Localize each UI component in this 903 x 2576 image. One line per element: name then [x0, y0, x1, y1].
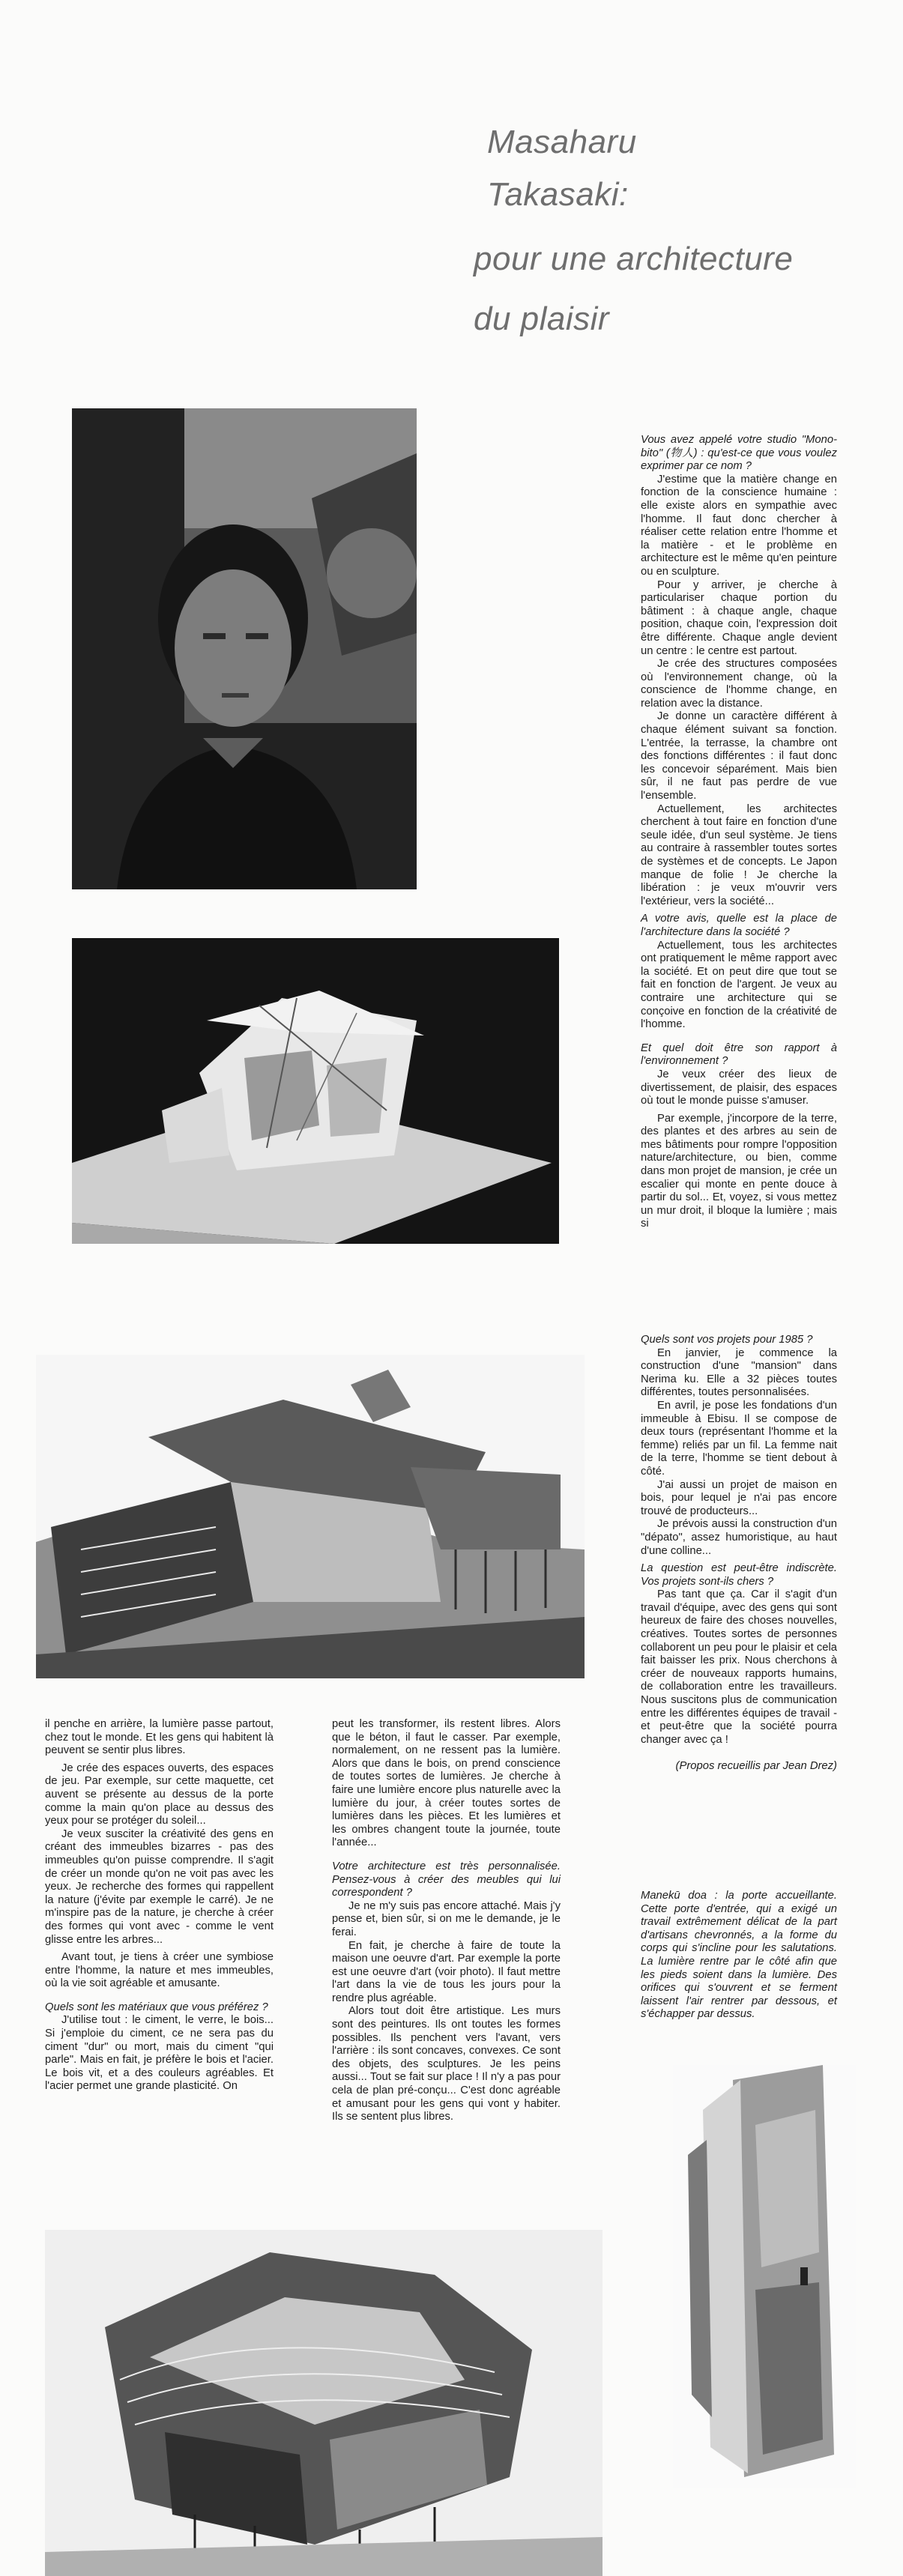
title-line-3: pour une architecture — [474, 241, 794, 277]
question-environment: Et quel doit être son rapport à l'environnement ? — [641, 1041, 837, 1068]
title-line-4: du plaisir — [474, 300, 610, 337]
paragraph: Pour y arriver, je cherche à particulariser chaque portion du bâtiment : à chaque angle, chaque position, chaque coin, l'expression doit être différente. Chaque angle devient un centre : le centre est partout. — [641, 578, 837, 657]
paragraph: Je ne m'y suis pas encore attaché. Mais j'y pense et, bien sûr, si on me le demande, je le ferai. — [332, 1899, 561, 1938]
paragraph: Je veux susciter la créativité des gens en créant des immeubles bizarres - pas des immeubles qu'on puisse comprendre. Il s'agit de créer un monde qu'on ne voit pas avec les yeux. Je recherche des formes qui rappellent la nature (j'évite par exemple le carré). Je ne m'inspire pas de la nature, je cherche à créer des formes qui vont avec - comme le vent glisse entre les arbres... — [45, 1827, 274, 1946]
interview-credit: (Propos recueillis par Jean Drez) — [675, 1760, 837, 1773]
paragraph: Je crée des espaces ouverts, des espaces de jeu. Par exemple, sur cette maquette, cet auvent se présente au dessus de la porte comme la main qu'on place au dessus des yeux pour se protéger du soleil... — [45, 1762, 274, 1827]
portrait-photo — [72, 408, 417, 889]
door-photo-caption: Manekū doa : la porte accueillante. Cette porte d'entrée, qui a exigé un travail extrêmement délicat de la part d'artisans chevronnés, a la forme du corps qui s'incline pour les salutations. La lumière rentre par le côté afin que les pieds soient dans la lumière. Des orifices qui s'ouvrent et se ferment laissent l'air rentrer par dessous, et s'échapper par dessus. — [641, 1890, 837, 2021]
paragraph: En janvier, je commence la construction d'une "mansion" dans Nerima ku. Elle a 32 pièces toutes différentes, toutes personnalisées. — [641, 1346, 837, 1399]
title-line-1: Masaharu — [487, 124, 637, 160]
paragraph: Avant tout, je tiens à créer une symbiose entre l'homme, la nature et mes immeubles, où la vie soit agréable et amusante. — [45, 1951, 274, 1990]
architecture-model-photo-3 — [45, 2230, 602, 2576]
paragraph: J'ai aussi un projet de maison en bois, pour lequel je n'ai pas encore trouvé de producteurs... — [641, 1478, 837, 1517]
interview-column-b — [641, 1334, 837, 1774]
paragraph: Actuellement, tous les architectes ont pratiquement le même rapport avec la société. Et on peut dire que tout se fait en fonction de l'argent. Je veux au contraire une architecture qui se conçoive en fonction de la créativité de l'homme. — [641, 939, 837, 1031]
architecture-model-photo-1 — [72, 938, 559, 1244]
question-cost: La question est peut-être indiscrète. Vos projets sont-ils chers ? — [641, 1562, 837, 1588]
paragraph: Je prévois aussi la construction d'un "dépato", assez humoristique, au haut d'une colline... — [641, 1518, 837, 1557]
paragraph: Actuellement, les architectes cherchent à tout faire en fonction d'une seule idée, d'un seul système. Je tiens au contraire à rassembler toutes sortes de systèmes et de concepts. Le Japon manque de folie ! Je cherche la libération : je veux m'ouvrir vers l'extérieur, vers la société... — [641, 802, 837, 907]
title-line-2: Takasaki: — [487, 176, 629, 213]
question-projects-1985: Quels sont vos projets pour 1985 ? — [641, 1334, 813, 1346]
paragraph: Je donne un caractère différent à chaque élément suivant sa fonction. L'entrée, la terrasse, la chambre ont des fonctions différentes : il faut donc les concevoir séparément. Mais bien sûr, il ne faut pas perdre de vue l'ensemble. — [641, 710, 837, 802]
paragraph: peut les transformer, ils restent libres. Alors que le béton, il faut le casser. Par exemple, normalement, on ne ressent pas la lumière. Alors que dans le bois, on prend conscience de toutes sortes de lumières. Je cherche à faire une lumière encore plus naturelle avec la lumière du jour, à créer toutes sortes de lumières dans les pièces. Et les lumières et les ombres changent toute la journée, toute l'année... — [332, 1718, 561, 1849]
question-studio-name: Vous avez appelé votre studio "Mono-bito" (物人) : qu'est-ce que vous voulez exprimer par ce nom ? — [641, 434, 837, 473]
paragraph: il penche en arrière, la lumière passe partout, chez tout le monde. Et les gens qui habitent là peuvent se sentir plus libres. — [45, 1718, 274, 1757]
interview-column-d — [332, 1718, 561, 2124]
paragraph: Je veux créer des lieux de divertissement, de plaisir, des espaces où tout le monde puisse s'amuser. — [641, 1068, 837, 1107]
question-society: A votre avis, quelle est la place de l'architecture dans la société ? — [641, 913, 837, 938]
interview-column-c — [45, 1718, 274, 2093]
paragraph: En fait, je cherche à faire de toute la maison une oeuvre d'art. Par exemple la porte est une oeuvre d'art (voir photo). Il faut mettre l'art dans la vie de tous les jours pour la rendre plus agréable. — [332, 1939, 561, 2004]
paragraph: Pas tant que ça. Car il s'agit d'un travail d'équipe, avec des gens qui sont heureux de faire des choses nouvelles, créatives. Toutes sortes de personnes collaborent un peu pour le plaisir et cela fait baisser les prix. Nous cherchons à créer de nouveaux rapports humains, de collaboration entre les travailleurs. Nous suscitons plus de communication entre les différentes équipes de travail - et peut-être que la société pourra changer avec ça ! — [641, 1588, 837, 1746]
question-furniture: Votre architecture est très personnalisée. Pensez-vous à créer des meubles qui lui correspondent ? — [332, 1860, 561, 1899]
paragraph: En avril, je pose les fondations d'un immeuble à Ebisu. Il se compose de deux tours (représentant l'homme et la femme) reliés par un fil. La femme nait de la terre, l'homme se tient debout à côté. — [641, 1399, 837, 1478]
door-photo — [673, 2065, 856, 2488]
paragraph: J'utilise tout : le ciment, le verre, le bois... Si j'emploie du ciment, ce ne sera pas du ciment "dur" ou mort, mais du ciment "qui parle". Mais en fait, je préfère le bois et l'acier. Le bois vit, et a des couleurs agréables. Et l'acier permet une grande plasticité. On — [45, 2014, 274, 2093]
interview-column-a — [641, 434, 837, 1231]
paragraph: Je crée des structures composées où l'environnement change, où la conscience de l'homme change, en relation avec la distance. — [641, 658, 837, 710]
paragraph: J'estime que la matière change en fonction de la conscience humaine : elle existe alors en sympathie avec l'homme. Il faut donc chercher à réaliser cette relation entre l'homme et la matière - et le problème en architecture est le même qu'en peinture ou en sculpture. — [641, 473, 837, 578]
paragraph: Alors tout doit être artistique. Les murs sont des peintures. Ils ont toutes les formes possibles. Ils penchent vers l'avant, vers l'arrière : ils sont concaves, convexes. Ce sont des objets, des sculptures. Je les peins aussi... Tout se fait sur place ! Il n'y a pas pour cela de plan pré-conçu... C'est donc agréable et amusant pour les gens qui vont y habiter. Ils se sentent plus libres. — [332, 2005, 561, 2123]
architecture-model-photo-2 — [36, 1355, 585, 1678]
paragraph: Par exemple, j'incorpore de la terre, des plantes et des arbres au sein de mes bâtiments pour rompre l'opposition nature/architecture, ou bien, comme dans mon projet de mansion, je crée un escalier qui monte en pente douce à partir du sol... Et, voyez, si vous mettez un mur droit, il bloque la lumière ; mais si — [641, 1112, 837, 1230]
question-materials: Quels sont les matériaux que vous préférez ? — [45, 2001, 268, 2013]
